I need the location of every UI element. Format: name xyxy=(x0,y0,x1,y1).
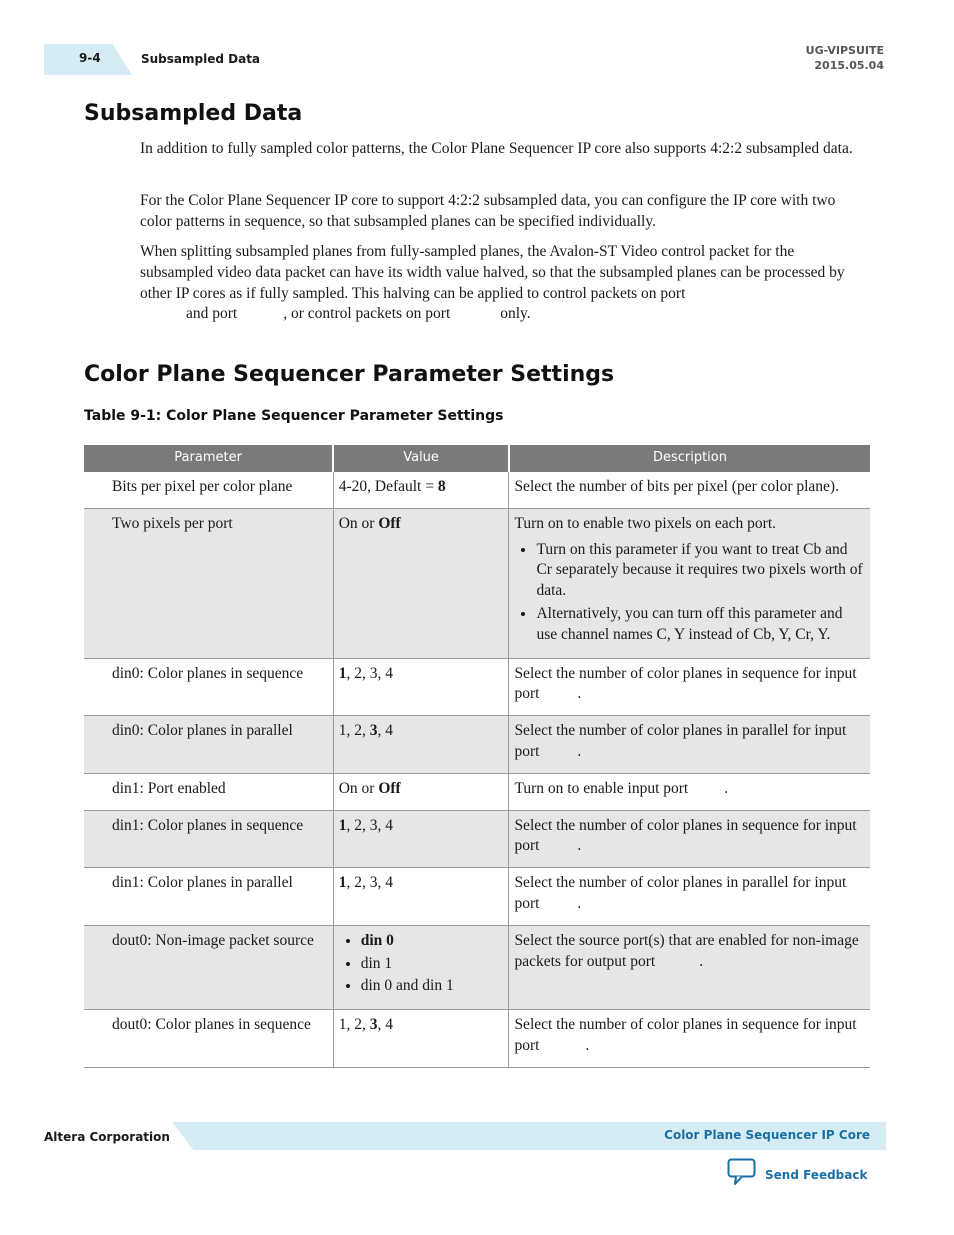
list-item: • Turn on this parameter if you want to treat Cb and Cr separately because it requires two pixels worth of data. xyxy=(536,540,864,602)
param-cell: din1: Color planes in parallel xyxy=(84,868,333,926)
footer-doc-title-link[interactable]: Color Plane Sequencer IP Core xyxy=(664,1128,870,1142)
param-cell: din0: Color planes in sequence xyxy=(84,658,333,716)
table-row xyxy=(84,508,870,658)
header-doc-info xyxy=(806,43,884,73)
value-cell xyxy=(333,925,509,1009)
desc-cell: Select the number of color planes in sequence for input port . xyxy=(509,1010,870,1068)
param-cell: Bits per pixel per color plane xyxy=(84,472,333,508)
value-cell: 1, 2, 3, 4 xyxy=(333,716,509,774)
desc-cell: Select the number of color planes in parallel for input port . xyxy=(509,868,870,926)
table-row xyxy=(84,658,870,716)
param-cell: din0: Color planes in parallel xyxy=(84,716,333,774)
list-item: • Alternatively, you can turn off this parameter and use channel names C, Y instead of Cb, Y, Cr, Y. xyxy=(536,604,864,646)
value-cell: On or Off xyxy=(333,508,509,658)
value-cell: 1, 2, 3, 4 xyxy=(333,868,509,926)
table-row xyxy=(84,1010,870,1068)
list-item: • din 0 and din 1 xyxy=(361,976,503,997)
table-row xyxy=(84,810,870,868)
send-feedback-label: Send Feedback xyxy=(765,1167,868,1182)
table-caption: Table 9-1: Color Plane Sequencer Parameter Settings xyxy=(84,408,504,424)
table-row xyxy=(84,472,870,508)
header-section-title: Subsampled Data xyxy=(141,52,261,66)
param-cell: dout0: Non-image packet source xyxy=(84,925,333,1009)
doc-id: UG-VIPSUITE xyxy=(805,44,884,57)
paragraph-2: For the Color Plane Sequencer IP core to support 4:2:2 subsampled data, you can configure the IP core with two color patterns in sequence, so that subsampled planes can be specified individually. xyxy=(140,192,836,230)
value-cell: 4-20, Default = 8 xyxy=(333,472,509,508)
section-heading-subsampled: Subsampled Data xyxy=(84,101,303,126)
list-item: • din 0 xyxy=(361,931,503,952)
value-cell: On or Off xyxy=(333,773,509,810)
desc-cell: Turn on to enable input port . xyxy=(509,773,870,810)
table-row xyxy=(84,716,870,774)
desc-cell: Select the number of color planes in sequence for input port . xyxy=(509,658,870,716)
table-header-row xyxy=(84,445,870,472)
value-cell: 1, 2, 3, 4 xyxy=(333,658,509,716)
col-header-value: Value xyxy=(333,445,509,472)
desc-bullet-list xyxy=(514,540,864,646)
paragraph-3: When splitting subsampled planes from fully-sampled planes, the Avalon-ST Video control packet for the subsampled video data packet can have its width value halved, so that the subsampled planes can be processed by other IP cores as if fully sampled. This halving can be applied to control packets on port and port , or control packets on port only. xyxy=(140,243,845,323)
desc-cell: Select the number of bits per pixel (per color plane). xyxy=(509,472,870,508)
value-list xyxy=(339,931,503,997)
doc-date: 2015.05.04 xyxy=(814,59,884,72)
col-header-parameter: Parameter xyxy=(84,445,333,472)
value-cell: 1, 2, 3, 4 xyxy=(333,1010,509,1068)
parameter-table xyxy=(84,445,870,1068)
desc-cell: Select the number of color planes in parallel for input port . xyxy=(509,716,870,774)
param-cell: din1: Color planes in sequence xyxy=(84,810,333,868)
table-row xyxy=(84,773,870,810)
table-row xyxy=(84,868,870,926)
paragraph-1: In addition to fully sampled color patterns, the Color Plane Sequencer IP core also supports 4:2:2 subsampled data. xyxy=(140,140,853,157)
col-header-description: Description xyxy=(509,445,870,472)
section-heading-parameters: Color Plane Sequencer Parameter Settings xyxy=(84,362,615,387)
feedback-bubble-icon xyxy=(727,1158,757,1191)
table-row xyxy=(84,925,870,1009)
param-cell: din1: Port enabled xyxy=(84,773,333,810)
footer-company: Altera Corporation xyxy=(44,1130,170,1144)
desc-cell: Select the source port(s) that are enabled for non-image packets for output port . xyxy=(509,925,870,1009)
desc-cell: Select the number of color planes in sequence for input port . xyxy=(509,810,870,868)
chapter-number: 9-4 xyxy=(79,51,101,65)
param-cell: Two pixels per port xyxy=(84,508,333,658)
value-cell: 1, 2, 3, 4 xyxy=(333,810,509,868)
send-feedback-link[interactable] xyxy=(727,1158,867,1191)
list-item: • din 1 xyxy=(361,954,503,975)
desc-cell: Turn on to enable two pixels on each port. • Turn on this parameter if you want to treat Cb and Cr separately because it requires two pixels worth of data. • Alternatively, you can turn off this parameter and use channel names C, Y instead of Cb, Y, Cr, Y. xyxy=(509,508,870,658)
param-cell: dout0: Color planes in sequence xyxy=(84,1010,333,1068)
